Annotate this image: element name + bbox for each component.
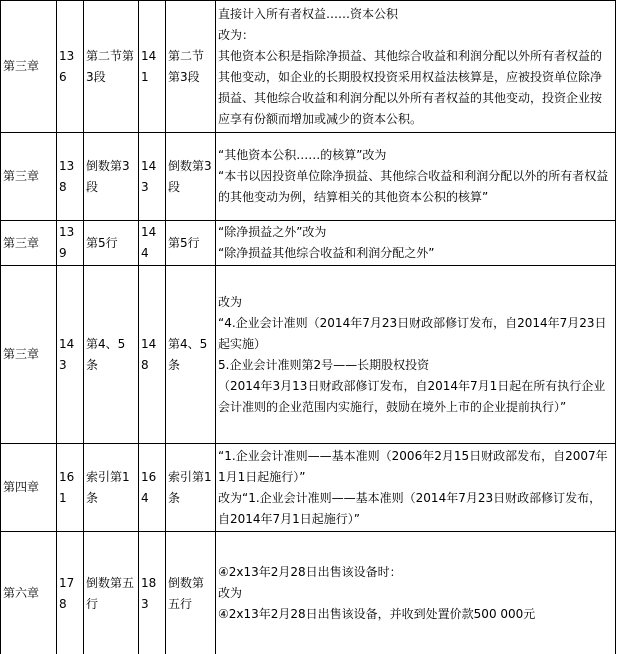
table-row [1, 133, 616, 221]
correction-line: 改为： [218, 27, 255, 42]
original-location-cell: 第4、5条 [84, 266, 139, 444]
correction-line: （2014年3月13日财政部修订发布，自2014年7月1日起在所有执行企业会计准则的企业范围内实施行，鼓励在境外上市的企业提前执行）” [218, 378, 606, 414]
correction-line: ④2x13年2月28日出售该设备时： [218, 565, 402, 579]
revised-page-cell: 143 [139, 133, 166, 221]
chapter-cell: 第三章 [1, 221, 57, 266]
original-location-cell: 索引第1条 [84, 444, 139, 532]
revised-page-cell: 164 [139, 444, 166, 532]
correction-cell [216, 133, 616, 221]
correction-line: “其他资本公积……的核算”改为 [218, 148, 387, 162]
original-location-cell: 倒数第五行 [84, 532, 139, 654]
chapter-cell: 第三章 [1, 1, 57, 133]
correction-cell [216, 532, 616, 654]
correction-line: “除净损益之外”改为 [218, 225, 327, 239]
original-page-cell: 136 [57, 1, 84, 133]
correction-line: “本书以因投资单位除净损益、其他综合收益和利润分配以外的所有者权益的其他变动为例，结算相关的其他资本公积的核算” [218, 169, 609, 204]
revised-page-cell: 144 [139, 221, 166, 266]
original-page-cell: 161 [57, 444, 84, 532]
correction-line: ④2x13年2月28日出售该设备，并收到处置价款500 000元 [218, 607, 536, 621]
revised-page-cell: 183 [139, 532, 166, 654]
table-row [1, 444, 616, 532]
correction-cell [216, 221, 616, 266]
revised-page-cell: 141 [139, 1, 166, 133]
original-page-cell: 143 [57, 266, 84, 444]
chapter-cell: 第四章 [1, 444, 57, 532]
revised-location-cell: 第二节第3段 [166, 1, 216, 133]
original-page-cell: 178 [57, 532, 84, 654]
revised-location-cell: 索引第1条 [166, 444, 216, 532]
correction-line: 其他资本公积是指除净损益、其他综合收益和利润分配以外所有者权益的其他变动，如企业的长期股权投资采用权益法核算是，应被投资单位除净损益、其他综合收益和利润分配以外所有者权益的其他变动，投资企业按应享有份额而增加或减少的资本公积。 [218, 48, 603, 126]
chapter-cell: 第三章 [1, 133, 57, 221]
correction-cell [216, 266, 616, 444]
table-row [1, 532, 616, 654]
chapter-cell: 第六章 [1, 532, 57, 654]
revised-location-cell: 倒数第3段 [166, 133, 216, 221]
correction-line: 改为 [218, 586, 243, 600]
table-row [1, 221, 616, 266]
errata-table-body [1, 1, 616, 654]
correction-line: 改为“1.企业会计准则——基本准则（2014年7月23日财政部修订发布，自2014年7月1日起施行）” [218, 490, 602, 526]
table-row [1, 266, 616, 444]
table-row [1, 1, 616, 133]
revised-location-cell: 倒数第五行 [166, 532, 216, 654]
correction-line: “除净损益其他综合收益和利润分配之外” [218, 246, 435, 260]
correction-line: 直接计入所有者权益……资本公积 [218, 6, 399, 21]
correction-line: “4.企业会计准则（2014年7月23日财政部修订发布，自2014年7月23日起实施） [218, 315, 607, 351]
correction-line: 改为 [218, 294, 243, 309]
original-location-cell: 第二节第3段 [84, 1, 139, 133]
revised-page-cell: 148 [139, 266, 166, 444]
original-location-cell: 第5行 [84, 221, 139, 266]
correction-line: “1.企业会计准则——基本准则（2006年2月15日财政部发布，自2007年1月1日起施行）” [218, 448, 608, 484]
revised-location-cell: 第4、5条 [166, 266, 216, 444]
correction-cell [216, 444, 616, 532]
original-page-cell: 139 [57, 221, 84, 266]
chapter-cell: 第三章 [1, 266, 57, 444]
original-page-cell: 138 [57, 133, 84, 221]
correction-cell [216, 1, 616, 133]
correction-line: 5.企业会计准则第2号——长期股权投资 [218, 357, 430, 372]
revised-location-cell: 第5行 [166, 221, 216, 266]
original-location-cell: 倒数第3段 [84, 133, 139, 221]
